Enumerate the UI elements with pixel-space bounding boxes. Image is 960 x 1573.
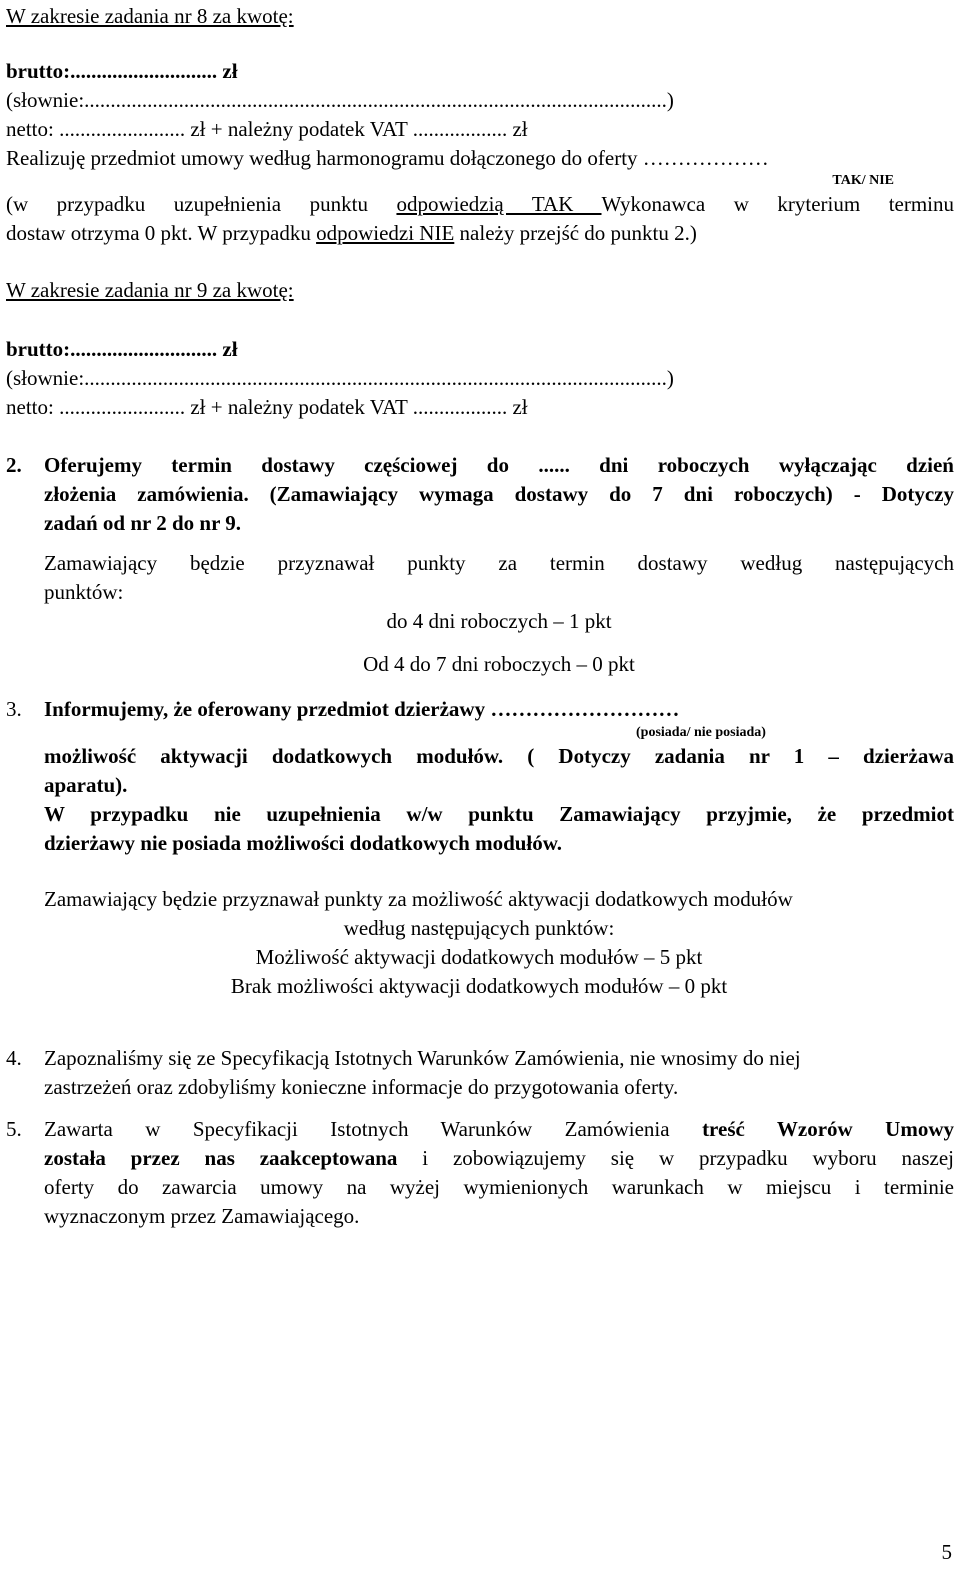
task8-note-text4: należy przejść do punktu 2.)	[454, 221, 697, 245]
item5-line2	[44, 1144, 954, 1173]
item4-number: 4.	[6, 1046, 22, 1070]
task8-tak-nie: TAK/ NIE	[832, 173, 894, 188]
item5-line1-bold: treść Wzorów Umowy	[702, 1117, 954, 1141]
task8-brutto: brutto:............................ zł	[6, 59, 238, 83]
item3-desc1: Zamawiający będzie przyznawał punkty za możliwość aktywacji dodatkowych modułów	[44, 887, 793, 911]
item2-desc1: Zamawiający będzie przyznawał punkty za termin dostawy według następujących	[44, 551, 954, 575]
item5-line4: wyznaczonym przez Zamawiającego.	[44, 1204, 360, 1228]
item3-option2: Brak możliwości aktywacji dodatkowych modułów – 0 pkt	[230, 974, 728, 998]
item3-sub-label: (posiada/ nie posiada)	[636, 725, 766, 740]
task8-note-text2: Wykonawca w kryterium terminu	[601, 192, 954, 216]
item3-option1: Możliwość aktywacji dodatkowych modułów – 5 pkt	[255, 945, 703, 969]
task8-netto: netto: ........................ zł + należny podatek VAT .................. zł	[6, 117, 528, 141]
item3-line4: W przypadku nie uzupełnienia w/w punktu Zamawiający przyjmie, że przedmiot	[44, 802, 954, 826]
item2-option2: Od 4 do 7 dni roboczych – 0 pkt	[363, 652, 635, 676]
item5-number: 5.	[6, 1117, 22, 1141]
item3-line5: dzierżawy nie posiada możliwości dodatkowych modułów.	[44, 831, 563, 855]
item5-line2-bold: została przez nas zaakceptowana	[44, 1146, 398, 1170]
item4-line1: Zapoznaliśmy się ze Specyfikacją Istotnych Warunków Zamówienia, nie wnosimy do niej	[44, 1046, 801, 1070]
task8-note-answer-nie: odpowiedzi NIE	[316, 221, 455, 245]
task8-harmonogram: Realizuję przedmiot umowy według harmonogramu dołączonego do oferty ………………	[6, 146, 769, 170]
item4-line2: zastrzeżeń oraz zdobyliśmy konieczne informacje do przygotowania oferty.	[44, 1075, 679, 1099]
task8-note-text1: (w przypadku uzupełnienia punktu	[6, 192, 397, 216]
item5-line1-text: Zawarta w Specyfikacji Istotnych Warunków Zamówienia	[44, 1117, 703, 1141]
task8-heading: W zakresie zadania nr 8 za kwotę:	[6, 4, 294, 28]
item3-line1: Informujemy, że oferowany przedmiot dzierżawy ………………………	[44, 697, 680, 721]
item2-line2: złożenia zamówienia. (Zamawiający wymaga dostawy do 7 dni roboczych) - Dotyczy	[44, 482, 954, 506]
item3-line2: możliwość aktywacji dodatkowych modułów. ( Dotyczy zadania nr 1 – dzierżawa	[44, 744, 954, 768]
item3-line3: aparatu).	[44, 773, 128, 797]
item2-line1: Oferujemy termin dostawy częściowej do ...... dni roboczych wyłączając dzień	[44, 453, 954, 477]
item5-line1	[44, 1115, 954, 1144]
task9-brutto: brutto:............................ zł	[6, 337, 238, 361]
item3-number: 3.	[6, 697, 22, 721]
item3-desc2: według następujących punktów:	[343, 916, 615, 940]
item2-number: 2.	[6, 453, 22, 477]
task8-note-line2	[6, 219, 954, 248]
item2-line3: zadań od nr 2 do nr 9.	[44, 511, 242, 535]
task8-note-answer-tak: odpowiedzią TAK	[396, 192, 602, 216]
item5-line3: oferty do zawarcia umowy na wyżej wymienionych warunkach w miejscu i terminie	[44, 1175, 954, 1199]
item2-option1: do 4 dni roboczych – 1 pkt	[386, 609, 612, 633]
item2-desc2: punktów:	[44, 580, 124, 604]
item5-line2-text: i zobowiązujemy się w przypadku wyboru naszej	[397, 1146, 954, 1170]
task8-note-line1	[6, 190, 954, 219]
task9-heading: W zakresie zadania nr 9 za kwotę:	[6, 278, 294, 302]
page-number: 5	[941, 1540, 952, 1564]
task9-slownie: (słownie:...............................................................................................................)	[6, 366, 674, 390]
task8-slownie: (słownie:...............................................................................................................)	[6, 88, 674, 112]
task8-note-text3: dostaw otrzyma 0 pkt. W przypadku	[6, 221, 317, 245]
task9-netto: netto: ........................ zł + należny podatek VAT .................. zł	[6, 395, 528, 419]
